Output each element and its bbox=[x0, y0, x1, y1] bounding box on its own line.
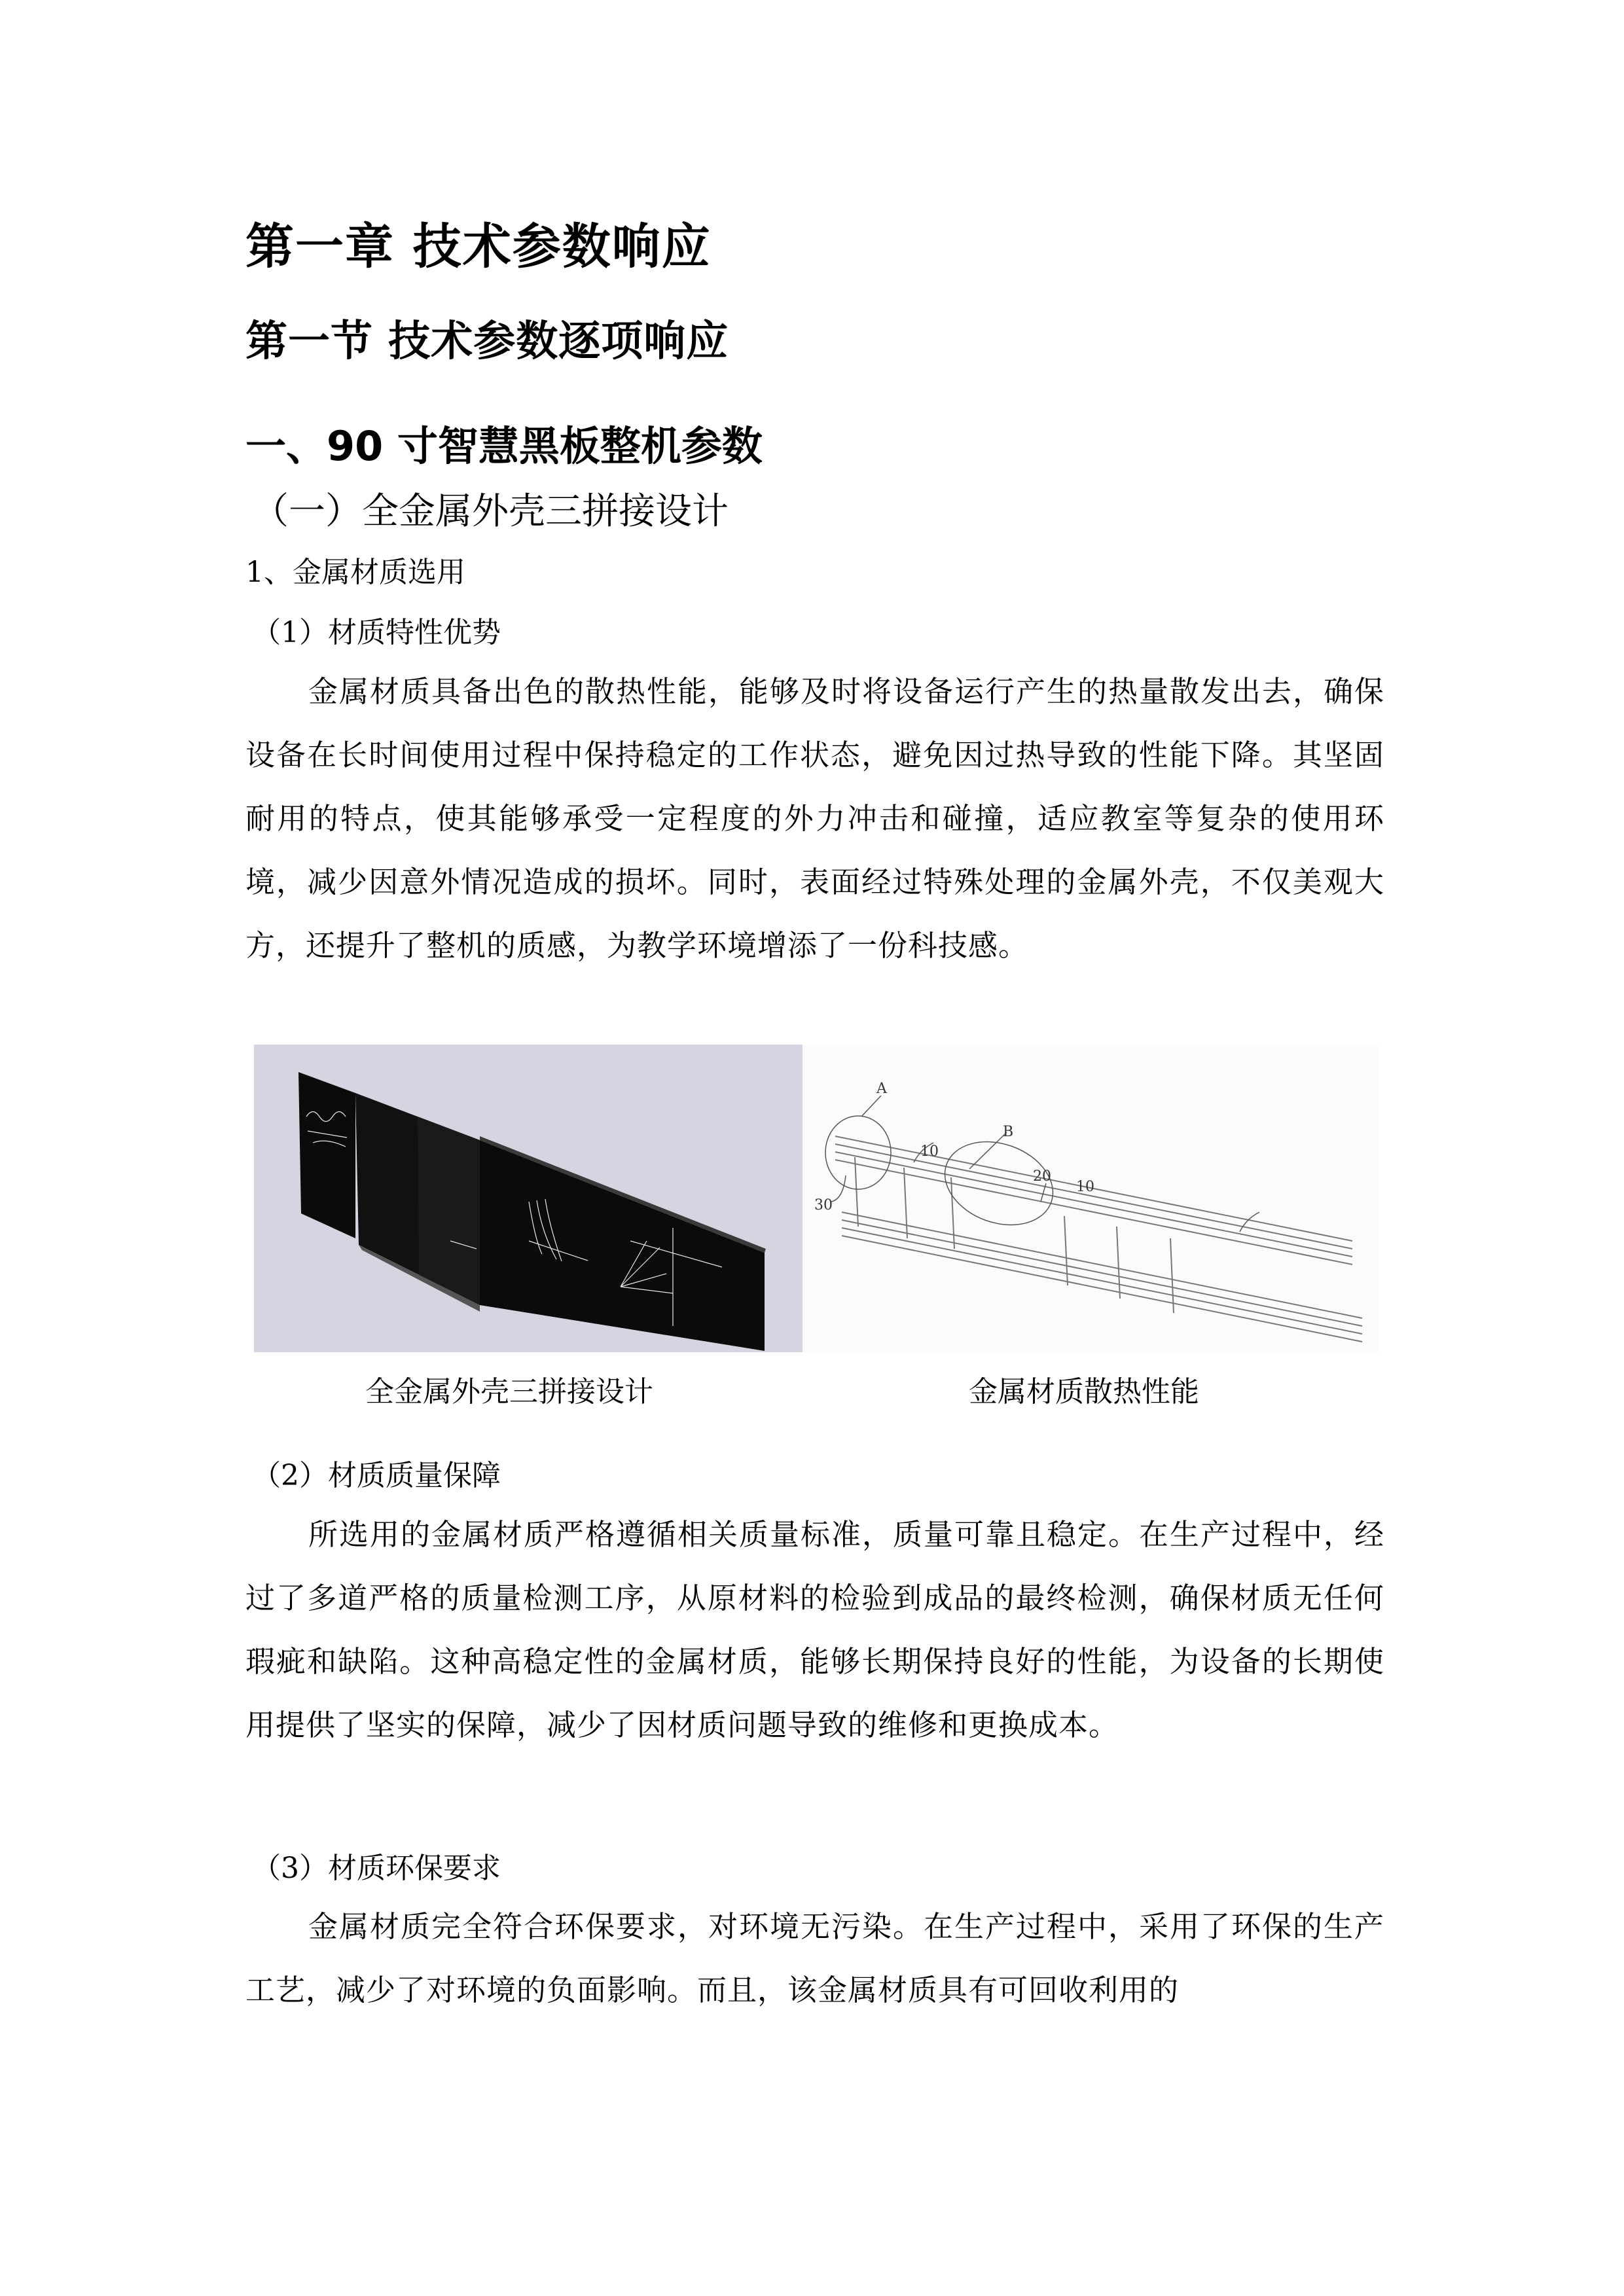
subitem-title: 1、金属材质选用 bbox=[245, 556, 465, 589]
label-b: B bbox=[1003, 1124, 1014, 1140]
item-title: （一）全金属外壳三拼接设计 bbox=[252, 490, 729, 533]
label-30: 30 bbox=[814, 1197, 833, 1213]
figure-blackboard-image bbox=[254, 1045, 803, 1352]
chapter-title: 第一章 技术参数响应 bbox=[245, 219, 712, 275]
section-title: 第一节 技术参数逐项响应 bbox=[245, 317, 729, 366]
blackboard-illustration bbox=[254, 1045, 803, 1352]
subsection-title: 一、90 寸智慧黑板整机参数 bbox=[245, 422, 763, 470]
part-heading-3: （3）材质环保要求 bbox=[252, 1852, 501, 1885]
part-body-1: 金属材质具备出色的散热性能，能够及时将设备运行产生的热量散发出去，确保设备在长时间使用过程中保持稳定的工作状态，避免因过热导致的性能下降。其坚固耐用的特点，使其能够承受一定程度的外力冲击和碰撞，适应教室等复杂的使用环境，减少因意外情况造成的损坏。同时，表面经过特殊处理的金属外壳，不仅美观大方，还提升了整机的质感，为教学环境增添了一份科技感。 bbox=[245, 674, 1384, 963]
part-heading-2: （2）材质质量保障 bbox=[252, 1459, 501, 1492]
figure-caption-2: 金属材质散热性能 bbox=[969, 1375, 1199, 1408]
label-10-left: 10 bbox=[920, 1143, 939, 1160]
part-body-3: 金属材质完全符合环保要求，对环境无污染。在生产过程中，采用了环保的生产工艺，减少了对环境的负面影响。而且，该金属材质具有可回收利用的 bbox=[245, 1909, 1384, 2007]
figure-frame-diagram bbox=[803, 1045, 1379, 1352]
part-body-2: 所选用的金属材质严格遵循相关质量标准，质量可靠且稳定。在生产过程中，经过了多道严格的质量检测工序，从原材料的检验到成品的最终检测，确保材质无任何瑕疵和缺陷。这种高稳定性的金属材质，能够长期保持良好的性能，为设备的长期使用提供了坚实的保障，减少了因材质问题导致的维修和更换成本。 bbox=[245, 1517, 1384, 1742]
frame-diagram-illustration bbox=[803, 1045, 1379, 1352]
part-heading-1: （1）材质特性优势 bbox=[252, 616, 501, 649]
label-a: A bbox=[876, 1081, 887, 1097]
label-20: 20 bbox=[1033, 1168, 1051, 1185]
figure-caption-1: 全金属外壳三拼接设计 bbox=[365, 1375, 653, 1408]
label-10-right: 10 bbox=[1076, 1179, 1094, 1195]
